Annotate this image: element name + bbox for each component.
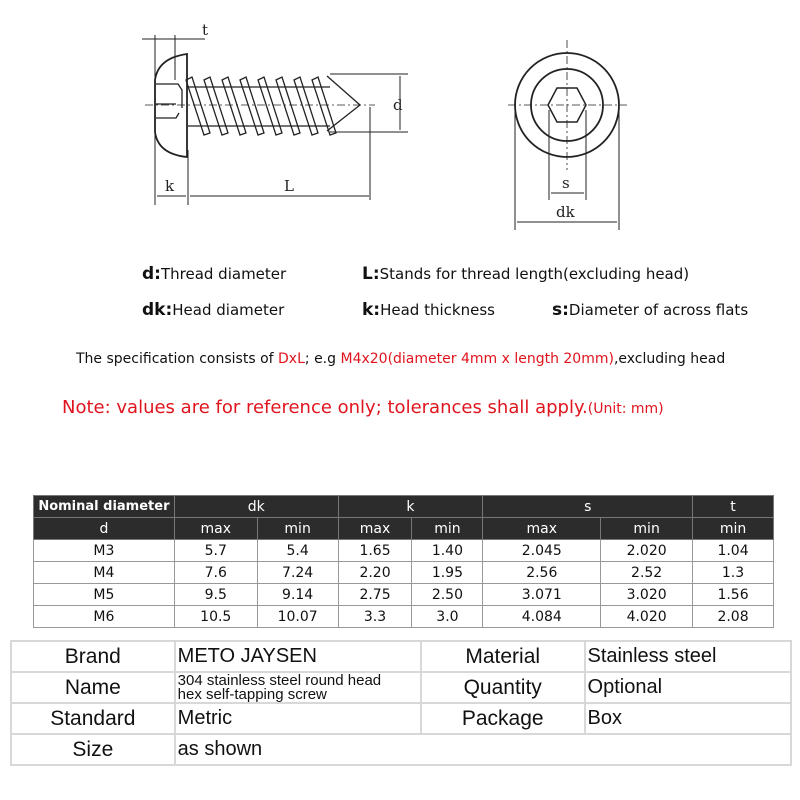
size-value: as shown	[175, 734, 791, 765]
quantity-label: Quantity	[421, 672, 585, 703]
material-label: Material	[421, 641, 585, 672]
table-cell: 10.07	[257, 606, 338, 628]
name-label: Name	[11, 672, 175, 703]
subheader-cell: min	[257, 518, 338, 540]
tolerance-note: Note: values are for reference only; tolerances shall apply.(Unit: mm)	[62, 397, 664, 418]
screw-drawing	[0, 0, 800, 250]
subheader-cell: max	[338, 518, 412, 540]
header-k: k	[338, 496, 483, 518]
standard-label: Standard	[11, 703, 175, 734]
spec-explanation: The specification consists of DxL; e.g M4x20(diameter 4mm x length 20mm),excluding head	[76, 351, 726, 367]
dim-label-L: L	[284, 177, 294, 195]
table-cell: 5.4	[257, 540, 338, 562]
table-cell: 4.020	[601, 606, 693, 628]
header-dk: dk	[174, 496, 338, 518]
subheader-cell: max	[174, 518, 257, 540]
table-cell: 9.5	[174, 584, 257, 606]
dim-label-k: k	[165, 177, 175, 195]
package-value: Box	[585, 703, 791, 734]
table-cell: M4	[34, 562, 175, 584]
table-cell: 3.071	[483, 584, 601, 606]
header-d: d	[34, 518, 175, 540]
material-value: Stainless steel	[585, 641, 791, 672]
table-cell: M6	[34, 606, 175, 628]
dim-label-dk: dk	[556, 203, 575, 221]
dim-label-t: t	[202, 21, 209, 39]
subheader-cell: min	[601, 518, 693, 540]
table-row	[34, 562, 774, 584]
legend-s: s:Diameter of across flats	[552, 300, 749, 320]
subheader-cell: min	[412, 518, 483, 540]
table-cell: 2.20	[338, 562, 412, 584]
header-s: s	[483, 496, 693, 518]
table-cell: 5.7	[174, 540, 257, 562]
table-cell: 2.020	[601, 540, 693, 562]
legend-L: L:Stands for thread length(excluding head)	[362, 264, 690, 284]
legend-k: k:Head thickness	[362, 300, 495, 320]
product-info-table	[10, 640, 792, 766]
quantity-value: Optional	[585, 672, 791, 703]
header-nominal: Nominal diameter	[34, 496, 175, 518]
dim-label-s: s	[562, 174, 570, 192]
subheader-cell: max	[483, 518, 601, 540]
brand-label: Brand	[11, 641, 175, 672]
table-cell: 2.045	[483, 540, 601, 562]
table-cell: 1.3	[693, 562, 774, 584]
table-cell: 9.14	[257, 584, 338, 606]
table-cell: 1.56	[693, 584, 774, 606]
table-cell: 1.40	[412, 540, 483, 562]
table-row	[34, 540, 774, 562]
dimension-table	[33, 495, 774, 628]
table-cell: 3.3	[338, 606, 412, 628]
table-cell: 2.56	[483, 562, 601, 584]
table-row	[34, 606, 774, 628]
header-t: t	[693, 496, 774, 518]
table-cell: M5	[34, 584, 175, 606]
subheader-cell: min	[693, 518, 774, 540]
table-cell: 3.0	[412, 606, 483, 628]
standard-value: Metric	[175, 703, 421, 734]
legend-dk: dk:Head diameter	[142, 300, 285, 320]
dim-label-d: d	[393, 96, 403, 114]
table-cell: 2.08	[693, 606, 774, 628]
table-cell: 10.5	[174, 606, 257, 628]
brand-value: METO JAYSEN	[175, 641, 421, 672]
table-row	[34, 584, 774, 606]
table-cell: 2.52	[601, 562, 693, 584]
table-cell: 7.24	[257, 562, 338, 584]
table-cell: 2.75	[338, 584, 412, 606]
table-cell: 2.50	[412, 584, 483, 606]
size-label: Size	[11, 734, 175, 765]
table-cell: 7.6	[174, 562, 257, 584]
table-cell: 1.04	[693, 540, 774, 562]
side-view	[142, 35, 408, 205]
table-cell: 3.020	[601, 584, 693, 606]
name-value: 304 stainless steel round head hex self-tapping screw	[175, 672, 421, 703]
table-cell: M3	[34, 540, 175, 562]
table-cell: 1.65	[338, 540, 412, 562]
top-view	[508, 40, 627, 230]
table-cell: 1.95	[412, 562, 483, 584]
package-label: Package	[421, 703, 585, 734]
table-cell: 4.084	[483, 606, 601, 628]
legend-d: d:Thread diameter	[142, 264, 287, 284]
